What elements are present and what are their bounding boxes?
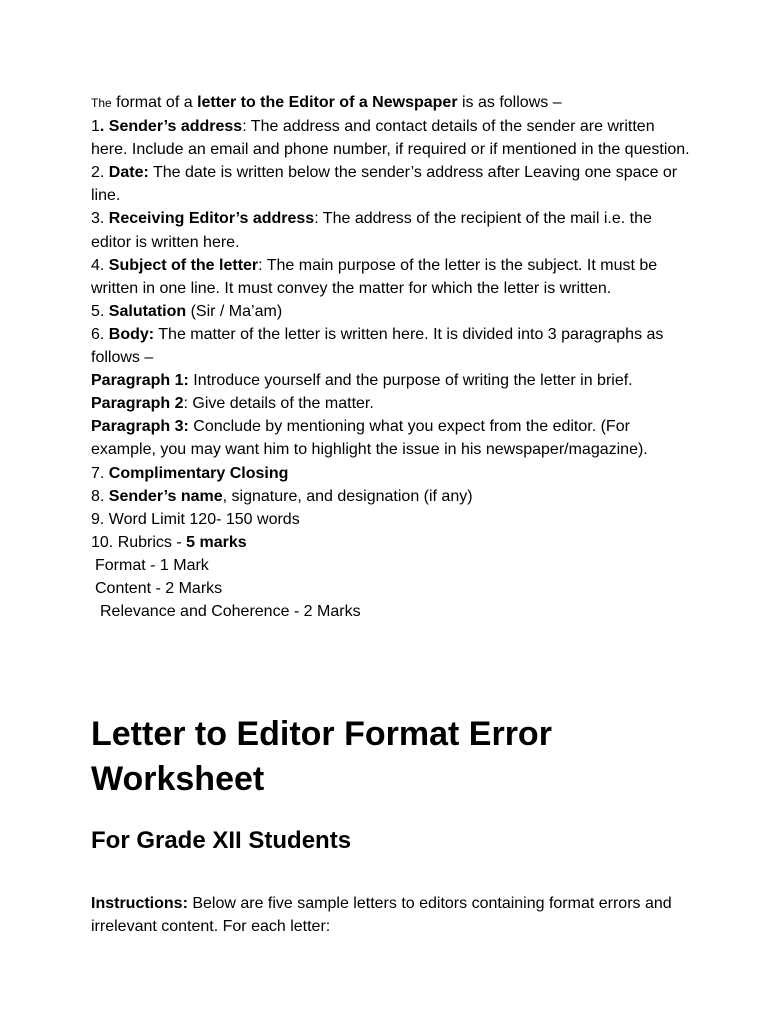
intro-pre: format of a bbox=[111, 94, 198, 111]
rubric-format: Format - 1 Mark bbox=[95, 556, 209, 574]
item-text: : The address of the recipient of the mail i.e. the editor is written here. bbox=[91, 210, 652, 251]
item-number: 6. bbox=[91, 325, 109, 343]
intro-the: The bbox=[91, 96, 112, 110]
list-item bbox=[91, 323, 691, 369]
grade-subheading: For Grade XII Students bbox=[91, 827, 352, 854]
worksheet-heading: Letter to Editor Format Error Worksheet bbox=[91, 715, 552, 798]
item-label: Receiving Editor’s address bbox=[108, 210, 315, 228]
list-item bbox=[91, 485, 691, 508]
list-item bbox=[91, 207, 691, 253]
item-number: 5. bbox=[91, 302, 109, 320]
item-text: The matter of the letter is written here. It is divided into 3 paragraphs as follows – bbox=[91, 325, 664, 367]
intro-line bbox=[91, 91, 691, 115]
list-item bbox=[91, 462, 691, 485]
paragraph-text: : Give details of the matter. bbox=[183, 395, 374, 413]
list-item bbox=[91, 300, 691, 323]
rubric-relevance: Relevance and Coherence - 2 Marks bbox=[100, 603, 361, 621]
item-label: Sender’s name bbox=[108, 487, 223, 505]
item-text: : The main purpose of the letter is the subject. It must be written in one line. It must convey the matter for which the letter is written. bbox=[91, 256, 658, 297]
paragraph-item bbox=[91, 369, 691, 392]
item-label: Salutation bbox=[108, 302, 187, 320]
paragraph-item bbox=[91, 392, 691, 415]
item-text: : The address and contact details of the sender are written here. Include an email and phone number, if required or if mentioned in the question. bbox=[91, 118, 690, 159]
item-label: 5 marks bbox=[186, 533, 247, 551]
item-number: 4. bbox=[91, 256, 109, 274]
intro-bold: letter to the Editor of a Newspaper bbox=[197, 94, 458, 111]
instructions-text: Below are five sample letters to editors containing format errors and irrelevant content. For each letter: bbox=[91, 895, 672, 935]
item-text: The date is written below the sender’s address after Leaving one space or line. bbox=[91, 164, 678, 205]
item-label: Complimentary Closing bbox=[108, 464, 289, 482]
paragraph-label: Paragraph 1: bbox=[91, 372, 189, 390]
list-item bbox=[91, 161, 691, 207]
list-item bbox=[91, 508, 691, 531]
item-number: 8. bbox=[91, 487, 109, 505]
instructions-label: Instructions: bbox=[91, 895, 188, 912]
item-label: Subject of the letter bbox=[108, 256, 259, 274]
paragraph-label: Paragraph 3: bbox=[91, 418, 189, 436]
item-label: . Sender’s address bbox=[99, 118, 243, 136]
paragraph-text: Introduce yourself and the purpose of writing the letter in brief. bbox=[188, 372, 633, 390]
format-section bbox=[91, 91, 691, 623]
item-label: Date: bbox=[108, 164, 149, 182]
list-item bbox=[91, 254, 691, 300]
instructions bbox=[91, 892, 681, 938]
list-item bbox=[91, 115, 691, 161]
item-text: , signature, and designation (if any) bbox=[222, 487, 473, 505]
intro-post: is as follows – bbox=[457, 94, 562, 111]
item-number: 1 bbox=[91, 118, 100, 136]
item-label: Body: bbox=[108, 325, 155, 343]
item-number: 2. bbox=[91, 164, 109, 182]
item-number: 7. bbox=[91, 464, 109, 482]
paragraph-text: Conclude by mentioning what you expect from the editor. (For example, you may want him to highlight the issue in his newspaper/magazine). bbox=[91, 418, 648, 459]
item-number: 3. bbox=[91, 210, 109, 228]
list-item bbox=[91, 531, 691, 554]
item-text: (Sir / Ma’am) bbox=[186, 302, 283, 320]
paragraph-item bbox=[91, 415, 691, 461]
item-number: 9. Word Limit 120- 150 words bbox=[91, 510, 300, 528]
paragraph-label: Paragraph 2 bbox=[91, 395, 184, 413]
item-number: 10. Rubrics - bbox=[91, 533, 187, 551]
rubric-content: Content - 2 Marks bbox=[95, 579, 223, 597]
